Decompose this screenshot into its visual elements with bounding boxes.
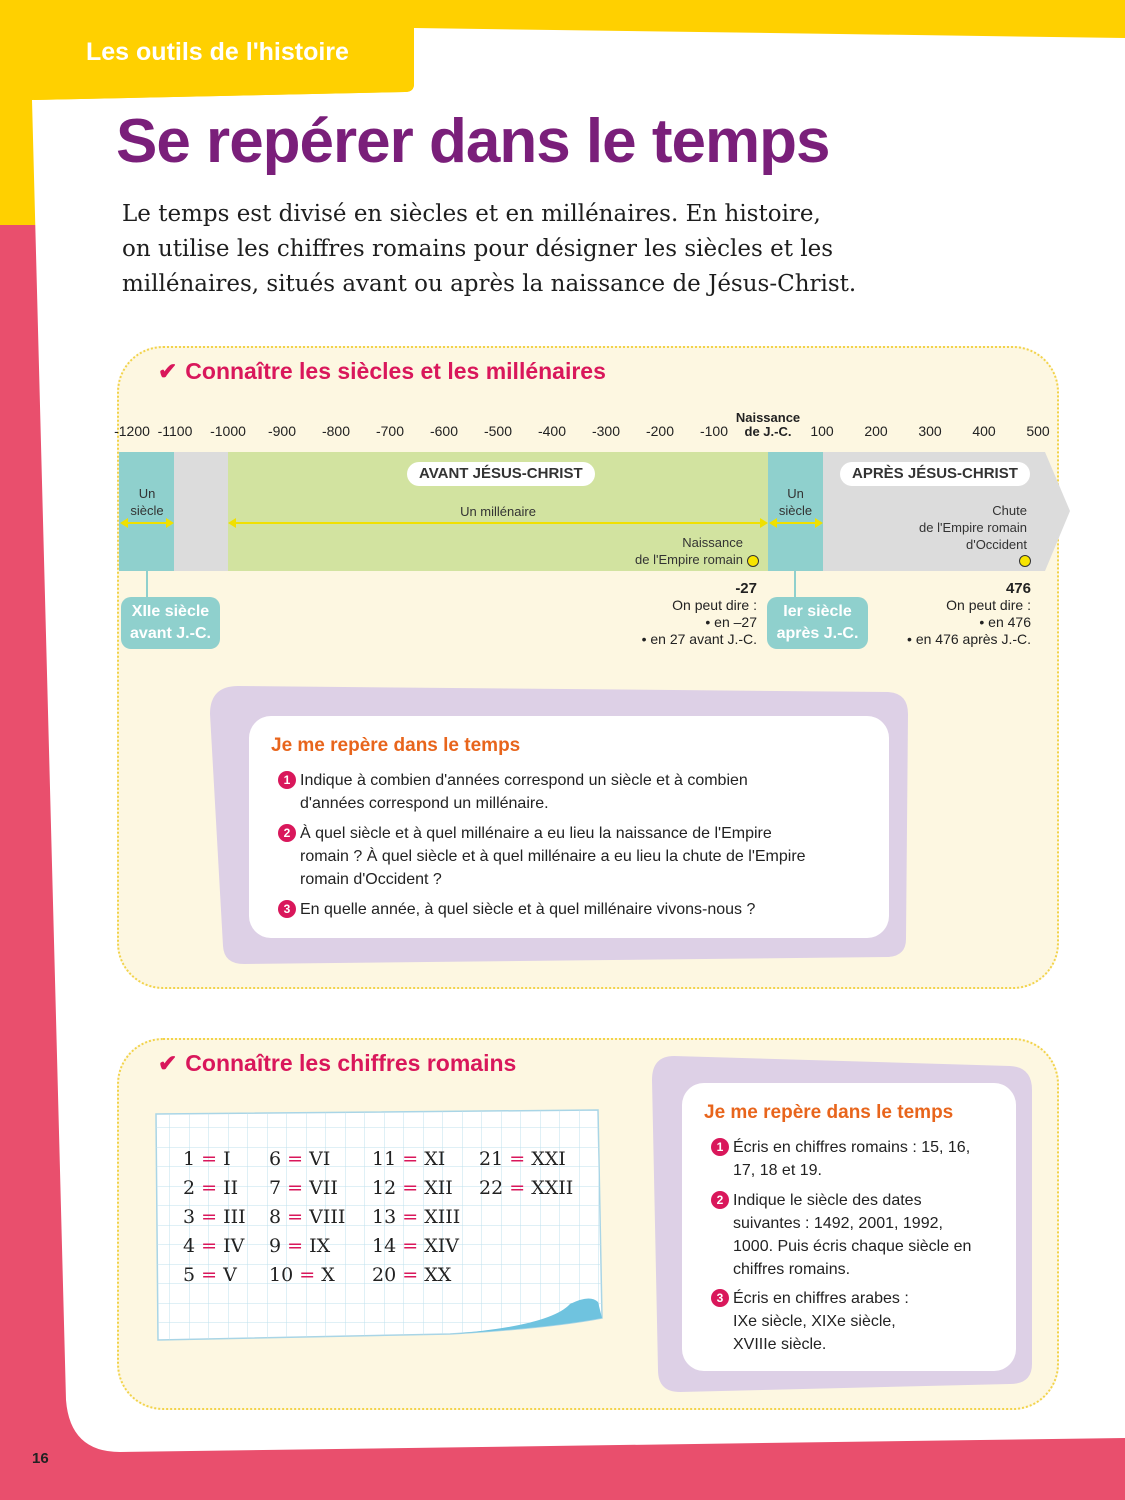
equals-sign: = <box>195 1148 224 1170</box>
info-line: On peut dire : <box>672 597 757 613</box>
check-icon: ✔ <box>158 1050 178 1076</box>
question-line: En quelle année, à quel siècle et à quel millénaire vivons-nous ? <box>300 901 756 918</box>
intro-line: millénaires, situés avant ou après la naissance de Jésus-Christ. <box>122 271 857 297</box>
roman-value: XII <box>424 1177 453 1199</box>
roman-value: XXI <box>531 1148 566 1170</box>
info-line: • en 476 <box>979 614 1031 630</box>
roman-numeral-entry <box>479 1148 566 1170</box>
avant-jc-label: AVANT JÉSUS-CHRIST <box>407 462 595 486</box>
roman-numeral-entry <box>479 1177 573 1199</box>
arabic-value: 6 <box>269 1148 282 1170</box>
roman-numeral-entry <box>269 1148 330 1170</box>
roman-value: II <box>223 1177 239 1199</box>
arabic-value: 3 <box>183 1206 196 1228</box>
xii-century-badge <box>121 597 220 649</box>
empire-fall-marker <box>1019 555 1031 567</box>
timeline-tick-label: -1200 <box>114 423 150 439</box>
arabic-value: 5 <box>183 1264 196 1286</box>
badge-line: Ier siècle <box>783 603 852 620</box>
exercise1-question <box>283 822 880 891</box>
intro-line: Le temps est divisé en siècles et en millénaires. En histoire, <box>122 201 821 227</box>
timeline-tick-label: -400 <box>537 423 567 439</box>
info-fall <box>907 580 1031 648</box>
equals-sign: = <box>503 1148 532 1170</box>
roman-numeral-entry <box>183 1177 238 1199</box>
century-label-line: Un <box>787 486 804 501</box>
arabic-value: 12 <box>372 1177 397 1199</box>
question-line: suivantes : 1492, 2001, 1992, <box>733 1215 943 1232</box>
info-line: • en 476 après J.-C. <box>907 631 1031 647</box>
roman-heading <box>158 1050 516 1077</box>
page-number: 16 <box>32 1450 49 1467</box>
arabic-value: 4 <box>183 1235 196 1257</box>
roman-value: XIV <box>424 1235 459 1257</box>
arabic-value: 20 <box>372 1264 397 1286</box>
question-line: d'années correspond un millénaire. <box>300 795 549 812</box>
roman-value: XIII <box>424 1206 461 1228</box>
arabic-value: 11 <box>372 1148 397 1170</box>
arabic-value: 2 <box>183 1177 196 1199</box>
roman-numeral-entry <box>372 1235 459 1257</box>
timeline-tick-label: -100 <box>699 423 729 439</box>
century-label-line: Un <box>138 486 156 501</box>
question-line: Indique le siècle des dates <box>733 1192 922 1209</box>
roman-numeral-entry <box>269 1264 335 1286</box>
question-line: 1000. Puis écris chaque siècle en <box>733 1238 972 1255</box>
equals-sign: = <box>396 1235 425 1257</box>
info-birth <box>642 580 757 648</box>
question-line: chiffres romains. <box>733 1261 851 1278</box>
equals-sign: = <box>281 1235 310 1257</box>
roman-value: VII <box>309 1177 338 1199</box>
badge-connector-right <box>794 571 796 599</box>
timeline-tick-label: -200 <box>645 423 675 439</box>
exercise2-question <box>716 1136 1009 1182</box>
roman-value: I <box>223 1148 231 1170</box>
chapter-tab: Les outils de l'histoire <box>86 38 349 66</box>
question-line: Écris en chiffres romains : 15, 16, <box>733 1139 971 1156</box>
empire-birth-line: de l'Empire romain <box>635 552 743 567</box>
page-title: Se repérer dans le temps <box>116 107 830 176</box>
century-label-line: siècle <box>130 503 164 518</box>
info-line: On peut dire : <box>946 597 1031 613</box>
exercise1-question <box>283 898 880 921</box>
timeline-tick-label: -700 <box>375 423 405 439</box>
question-line: XVIIIe siècle. <box>733 1336 827 1353</box>
arabic-value: 8 <box>269 1206 282 1228</box>
timeline-tick-label: 100 <box>810 423 834 439</box>
arabic-value: 21 <box>479 1148 504 1170</box>
timeline-tick-label: -500 <box>483 423 513 439</box>
timeline-tick-label: -600 <box>429 423 459 439</box>
timeline-tick-label: 200 <box>864 423 888 439</box>
i-century-badge <box>767 597 868 649</box>
empire-birth-marker <box>747 555 759 567</box>
grid-paper <box>150 1108 610 1348</box>
question-number-badge: 2 <box>711 1191 729 1209</box>
timeline-tick-label: 300 <box>918 423 942 439</box>
check-icon: ✔ <box>158 358 178 384</box>
roman-numeral-entry <box>183 1235 244 1257</box>
arabic-value: 22 <box>479 1177 504 1199</box>
equals-sign: = <box>195 1177 224 1199</box>
intro-line: on utilise les chiffres romains pour désigner les siècles et les <box>122 236 834 262</box>
badge-connector-left <box>146 571 148 599</box>
equals-sign: = <box>195 1264 224 1286</box>
exercise2-title: Je me repère dans le temps <box>704 1102 954 1123</box>
question-line: IXe siècle, XIXe siècle, <box>733 1313 896 1330</box>
info-line: • en –27 <box>705 614 757 630</box>
millennium-label: Un millénaire <box>460 504 536 519</box>
roman-value: VI <box>309 1148 331 1170</box>
exercise2-question <box>716 1189 1009 1281</box>
exercise1-question <box>283 769 880 815</box>
roman-value: VIII <box>309 1206 346 1228</box>
equals-sign: = <box>396 1264 425 1286</box>
jc-birth-label-line: de J.-C. <box>744 424 792 439</box>
jc-birth-label-line: Naissance <box>735 410 801 425</box>
question-line: 17, 18 et 19. <box>733 1162 822 1179</box>
question-line: romain ? À quel siècle et à quel millénaire a eu lieu la chute de l'Empire <box>300 848 806 865</box>
question-line: romain d'Occident ? <box>300 871 442 888</box>
equals-sign: = <box>281 1177 310 1199</box>
timeline-tick-label: -1000 <box>210 423 246 439</box>
badge-line: XIIe siècle <box>131 603 210 620</box>
empire-birth-label <box>635 534 743 568</box>
question-number-badge: 1 <box>711 1138 729 1156</box>
roman-numeral-entry <box>372 1264 451 1286</box>
timeline-tick-label: -900 <box>267 423 297 439</box>
arabic-value: 1 <box>183 1148 196 1170</box>
timeline-tick-label: 400 <box>972 423 996 439</box>
arabic-value: 13 <box>372 1206 397 1228</box>
arabic-value: 10 <box>269 1264 294 1286</box>
info-line: • en 27 avant J.-C. <box>641 631 757 647</box>
question-number-badge: 3 <box>711 1289 729 1307</box>
roman-numeral-entry <box>269 1235 330 1257</box>
question-line: À quel siècle et à quel millénaire a eu lieu la naissance de l'Empire <box>300 825 772 842</box>
apres-jc-label: APRÈS JÉSUS-CHRIST <box>840 462 1030 486</box>
roman-numeral-entry <box>269 1177 338 1199</box>
roman-value: XXII <box>531 1177 574 1199</box>
equals-sign: = <box>293 1264 322 1286</box>
equals-sign: = <box>396 1177 425 1199</box>
arabic-value: 14 <box>372 1235 397 1257</box>
roman-value: IV <box>223 1235 245 1257</box>
timeline-tick-label: -800 <box>321 423 351 439</box>
roman-value: V <box>223 1264 237 1286</box>
roman-value: III <box>223 1206 246 1228</box>
century-label-line: siècle <box>778 503 813 518</box>
roman-numeral-entry <box>183 1148 231 1170</box>
centuries-heading-text: Connaître les siècles et les millénaires <box>185 358 606 384</box>
roman-value: IX <box>309 1235 331 1257</box>
question-line: Écris en chiffres arabes : <box>733 1290 909 1307</box>
equals-sign: = <box>503 1177 532 1199</box>
question-number-badge: 3 <box>278 900 296 918</box>
roman-numeral-entry <box>372 1148 445 1170</box>
roman-numeral-entry <box>372 1177 453 1199</box>
timeline-tick-label: -1100 <box>157 423 193 439</box>
roman-numeral-entry <box>269 1206 345 1228</box>
roman-heading-text: Connaître les chiffres romains <box>185 1050 517 1076</box>
roman-numeral-entry <box>372 1206 460 1228</box>
timeline-tick-label: -300 <box>591 423 621 439</box>
exercise1-title: Je me repère dans le temps <box>271 735 521 756</box>
badge-line: avant J.-C. <box>130 625 211 642</box>
empire-fall-line: d'Occident <box>965 537 1027 552</box>
question-line: Indique à combien d'années correspond un siècle et à combien <box>300 772 748 789</box>
question-number-badge: 2 <box>278 824 296 842</box>
question-number-badge: 1 <box>278 771 296 789</box>
empire-birth-line: Naissance <box>682 535 743 550</box>
info-birth-year: -27 <box>735 580 757 597</box>
roman-numeral-entry <box>183 1206 246 1228</box>
arabic-value: 7 <box>269 1177 282 1199</box>
equals-sign: = <box>281 1206 310 1228</box>
exercise2-question <box>716 1287 1009 1356</box>
badge-line: après J.-C. <box>776 625 859 642</box>
empire-fall-line: Chute <box>992 503 1027 518</box>
roman-value: X <box>321 1264 335 1286</box>
info-fall-year: 476 <box>1005 580 1031 597</box>
equals-sign: = <box>195 1235 224 1257</box>
roman-value: XX <box>424 1264 452 1286</box>
roman-value: XI <box>424 1148 446 1170</box>
arabic-value: 9 <box>269 1235 282 1257</box>
equals-sign: = <box>396 1148 425 1170</box>
equals-sign: = <box>195 1206 224 1228</box>
equals-sign: = <box>281 1148 310 1170</box>
equals-sign: = <box>396 1206 425 1228</box>
empire-fall-label <box>919 502 1027 553</box>
timeline-tick-label: 500 <box>1026 423 1050 439</box>
roman-numeral-entry <box>183 1264 237 1286</box>
empire-fall-line: de l'Empire romain <box>919 520 1027 535</box>
